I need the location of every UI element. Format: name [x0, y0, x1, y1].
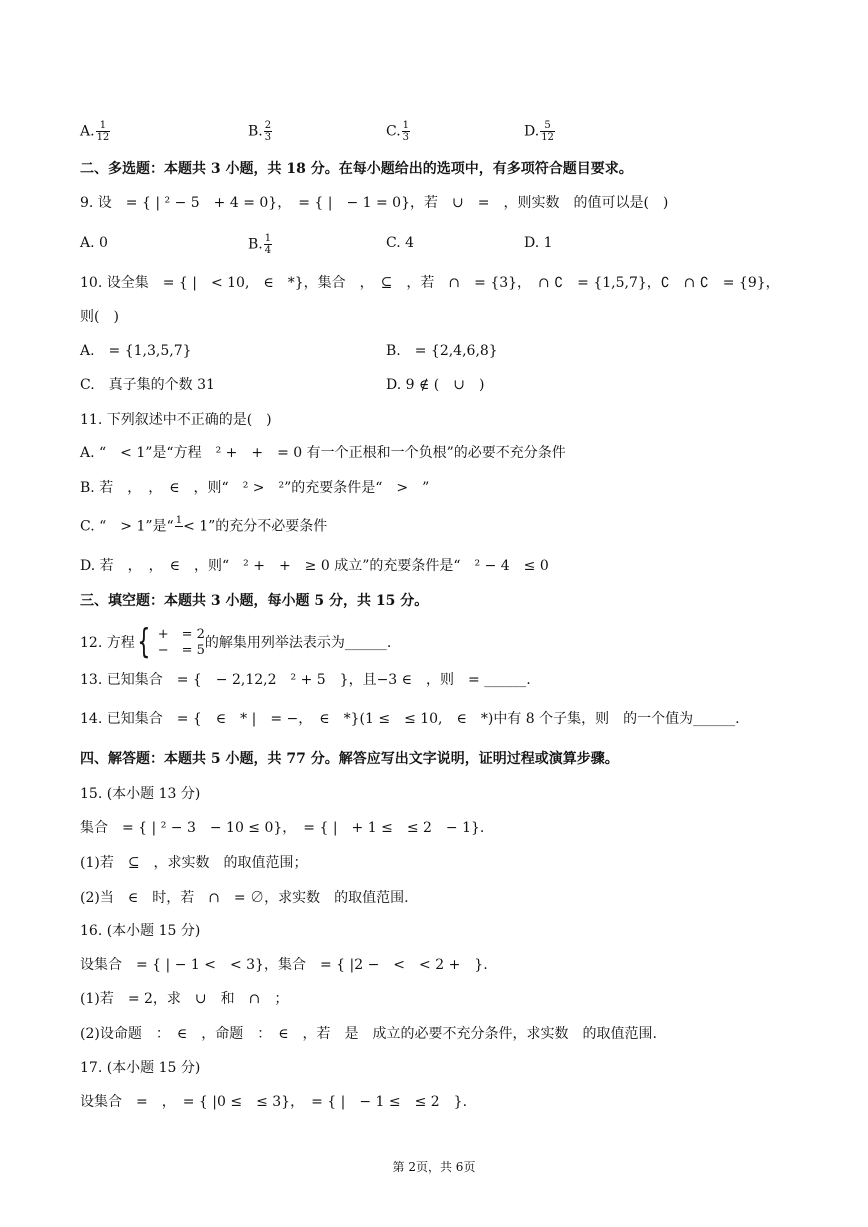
q11-option-a: A. “ < 1”是“方程 ² + + = 0 有一个正根和一个负根”的必要不充分条件 [80, 445, 566, 461]
page-number-footer: 第 2页，共 6页 [392, 1160, 476, 1174]
brace-icon: { [137, 622, 151, 662]
q11-stem: 11. 下列叙述中不正确的是( ) [80, 412, 272, 428]
q11-option-d: D. 若 ， ， ∈ ，则“ ² + + ≥ 0 成立”的充要条件是“ ² − 4 ≤ 0 [80, 558, 549, 574]
q16-line-2: (1)若 = 2，求 ∪ 和 ∩ ； [80, 991, 289, 1007]
q11-option-b: B. 若 ， ， ∈ ，则“ ² > ²”的充要条件是“ > ” [80, 480, 430, 496]
q9-stem: 9. 设 = { | ² − 5 + 4 = 0}， = { | − 1 = 0}，若 ∪ = ，则实数 的值可以是( ) [80, 195, 669, 211]
q12: 12. 方程 { + = 2 − = 5 的解集用列举法表示为______. [80, 622, 392, 662]
q15-line-2: (1)若 ⊆ ，求实数 的取值范围； [80, 855, 308, 871]
q10-option-c: C. 真子集的个数 31 [80, 377, 215, 393]
equation-system: { + = 2 − = 5 [137, 622, 205, 662]
q16-line-3: (2)设命题 ： ∈ ，命题 ： ∈ ，若 是 成立的必要不充分条件，求实数 的取值范围. [80, 1026, 658, 1042]
q10-option-b: B. = {2,4,6,8} [386, 343, 498, 359]
q15-line-3: (2)当 ∈ 时，若 ∩ = ∅，求实数 的取值范围. [80, 890, 409, 906]
q10-stem-cont: 则( ) [80, 309, 119, 325]
q10-stem: 10. 设全集 = { | < 10, ∈ *}，集合 ， ⊆ ，若 ∩ = {3}， ∩ ∁ = {1,5,7}，∁ ∩ ∁ = {9}， [80, 275, 780, 291]
q8-option-c: C. $\frac{1}{3}$ [386, 120, 410, 143]
q8-option-d: D. $\frac{5}{12}$ [524, 120, 554, 143]
q15-line-1: 集合 = { | ² − 3 − 10 ≤ 0}， = { | + 1 ≤ ≤ 2 − 1}. [80, 820, 485, 836]
fraction: $\frac{1}{4}$ [264, 233, 272, 256]
q10-option-d: D. 9 ∉ ( ∪ ) [386, 377, 485, 393]
section-3-title: 三、填空题：本题共 3 小题，每小题 5 分，共 15 分。 [80, 593, 429, 609]
q13: 13. 已知集合 = { − 2,12,2 ² + 5 }，且−3 ∈ ，则 = ______. [80, 672, 531, 688]
fraction: 1 [175, 515, 183, 526]
fraction: $\frac{5}{12}$ [541, 120, 554, 143]
q9-option-d: D. 1 [524, 235, 553, 251]
q17-line-1: 设集合 = ， = { |0 ≤ ≤ 3}， = { | − 1 ≤ ≤ 2 }. [80, 1094, 468, 1110]
q9-option-b: B. $\frac{1}{4}$ [248, 233, 272, 256]
q8-option-a: A. $\frac{1}{12}$ [80, 120, 110, 143]
q10-option-a: A. = {1,3,5,7} [80, 343, 192, 359]
q8-option-b: B. $\frac{2}{3}$ [248, 120, 272, 143]
q17-header: 17. (本小题 15 分) [80, 1060, 201, 1076]
q9-option-a: A. 0 [80, 235, 108, 251]
q16-header: 16. (本小题 15 分) [80, 923, 201, 939]
q16-line-1: 设集合 = { | − 1 < < 3}，集合 = { |2 − < < 2 + }. [80, 957, 488, 973]
q14: 14. 已知集合 = { ∈ * | = −， ∈ *}(1 ≤ ≤ 10, ∈ *)中有 8 个子集，则 的一个值为______. [80, 711, 740, 727]
q9-option-c: C. 4 [386, 235, 415, 251]
fraction: $\frac{1}{12}$ [96, 120, 110, 143]
fraction: $\frac{1}{3}$ [402, 120, 410, 143]
fraction: $\frac{2}{3}$ [264, 120, 272, 143]
section-4-title: 四、解答题：本题共 5 小题，共 77 分。解答应写出文字说明，证明过程或演算步骤。 [80, 751, 619, 767]
section-2-title: 二、多选题：本题共 3 小题，共 18 分。在每小题给出的选项中，有多项符合题目要求。 [80, 161, 633, 177]
q15-header: 15. (本小题 13 分) [80, 786, 201, 802]
q11-option-c: C. “ > 1”是“ 1 < 1”的充分不必要条件 [80, 515, 327, 538]
